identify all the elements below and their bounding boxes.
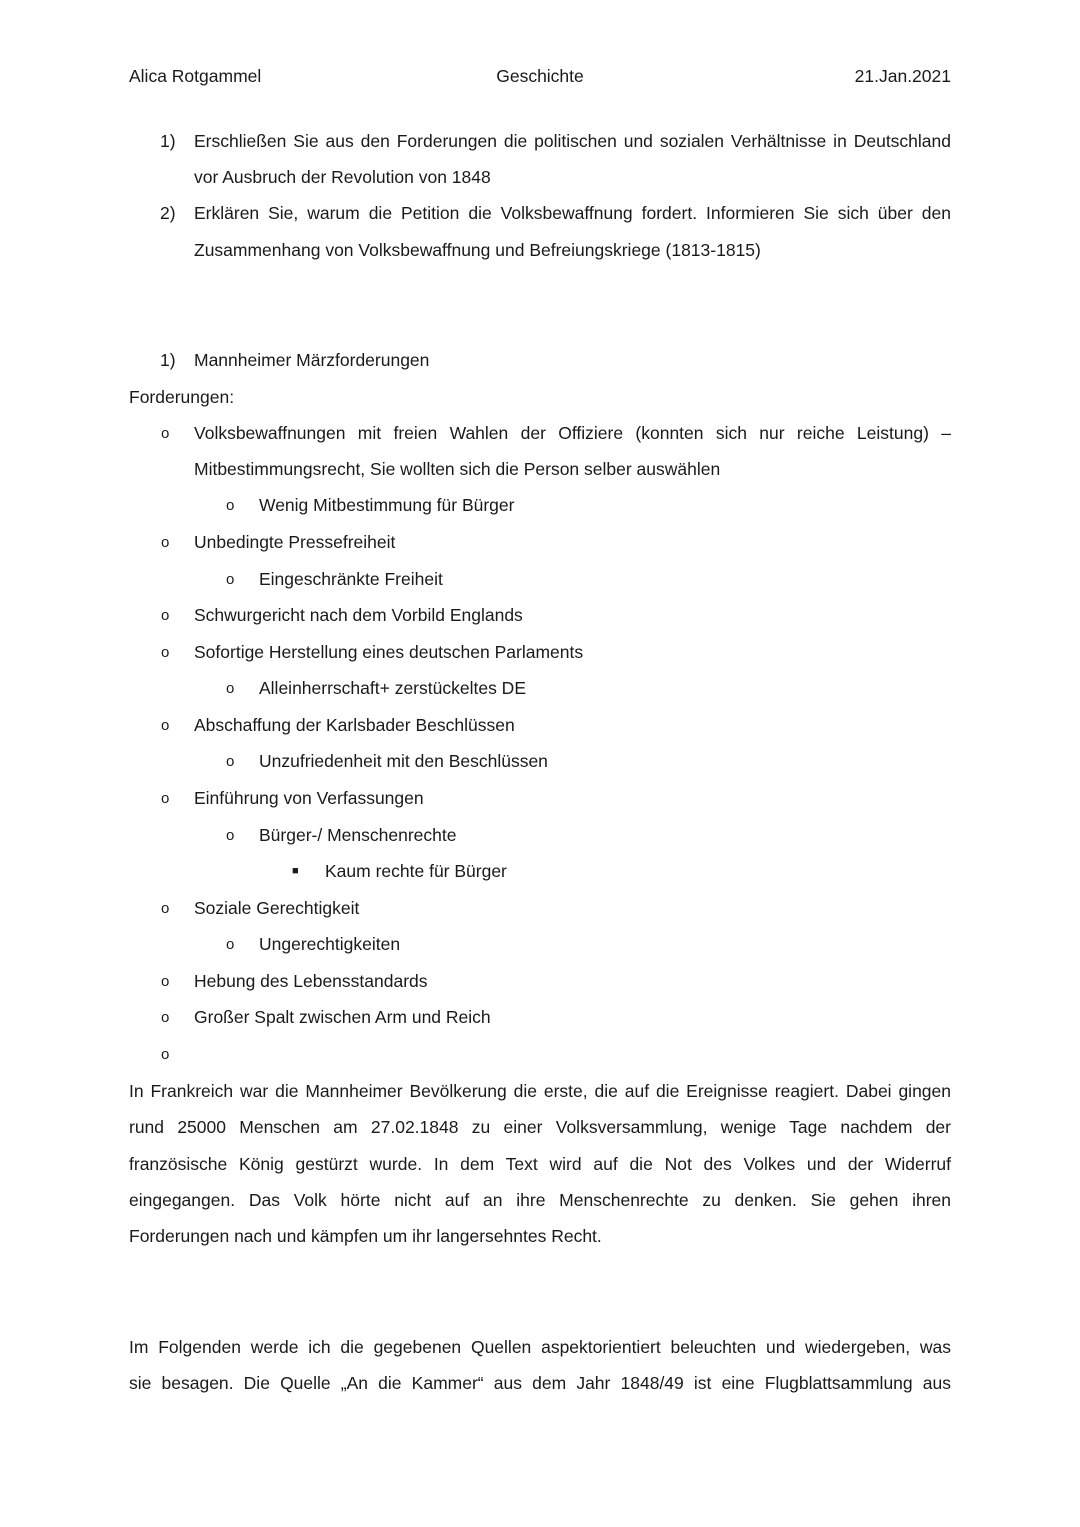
bullet-marker: o: [161, 425, 170, 442]
list-item: Unbedingte Pressefreiheit: [194, 532, 396, 552]
paragraph-line: Im Folgenden werde ich die gegebenen Quellen aspektorientiert beleuchten und wiedergeben, was: [129, 1337, 951, 1357]
task-number: 1): [160, 131, 176, 151]
subject-title: Geschichte: [496, 66, 584, 86]
bullet-marker: o: [161, 900, 170, 917]
list-item: Hebung des Lebensstandards: [194, 971, 428, 991]
section-subtitle: Forderungen:: [129, 387, 235, 407]
list-item: Kaum rechte für Bürger: [325, 861, 507, 881]
bullet-marker: o: [161, 607, 170, 624]
paragraph-line: In Frankreich war die Mannheimer Bevölkerung die erste, die auf die Ereignisse reagiert. Dabei gingen: [129, 1081, 951, 1101]
list-item: Wenig Mitbestimmung für Bürger: [259, 495, 515, 515]
paragraph-line: eingegangen. Das Volk hörte nicht auf an ihre Menschenrechte zu denken. Sie gehen ihren: [129, 1190, 951, 1210]
list-item: Unzufriedenheit mit den Beschlüssen: [259, 751, 548, 771]
bullet-marker: o: [226, 753, 235, 770]
list-item: Soziale Gerechtigkeit: [194, 898, 360, 918]
bullet-marker: o: [226, 497, 235, 514]
list-item: Schwurgericht nach dem Vorbild Englands: [194, 605, 523, 625]
bullet-marker: o: [161, 790, 170, 807]
paragraph-line: sie besagen. Die Quelle „An die Kammer“ aus dem Jahr 1848/49 ist eine Flugblattsammlung aus: [129, 1373, 951, 1393]
bullet-marker: o: [161, 644, 170, 661]
list-item: Einführung von Verfassungen: [194, 788, 424, 808]
bullet-marker: o: [161, 1046, 170, 1063]
task-text: vor Ausbruch der Revolution von 1848: [194, 167, 491, 187]
task-text: Zusammenhang von Volksbewaffnung und Befreiungskriege (1813-1815): [194, 240, 761, 260]
paragraph-line: französische König gestürzt wurde. In dem Text wird auf die Not des Volkes und der Widerruf: [129, 1154, 951, 1174]
paragraph-line: rund 25000 Menschen am 27.02.1848 zu einer Volksversammlung, wenige Tage nachdem der: [129, 1117, 951, 1137]
answer-title: Mannheimer Märzforderungen: [194, 350, 430, 370]
list-item: Bürger-/ Menschenrechte: [259, 825, 457, 845]
bullet-marker: o: [226, 680, 235, 697]
author-name: Alica Rotgammel: [129, 66, 262, 86]
list-item: Mitbestimmungsrecht, Sie wollten sich die Person selber auswählen: [194, 459, 721, 479]
bullet-marker: o: [226, 571, 235, 588]
list-item: Sofortige Herstellung eines deutschen Parlaments: [194, 642, 584, 662]
list-item: Volksbewaffnungen mit freien Wahlen der Offiziere (konnten sich nur reiche Leistung) –: [194, 423, 951, 443]
list-item: Alleinherrschaft+ zerstückeltes DE: [259, 678, 526, 698]
bullet-marker: o: [226, 936, 235, 953]
bullet-marker: o: [226, 827, 235, 844]
answer-number: 1): [160, 350, 176, 370]
bullet-marker: ■: [292, 865, 299, 877]
document-date: 21.Jan.2021: [854, 66, 951, 86]
task-text: Erschließen Sie aus den Forderungen die politischen und sozialen Verhältnisse in Deutschland: [194, 131, 951, 151]
list-item: Ungerechtigkeiten: [259, 934, 401, 954]
bullet-marker: o: [161, 1009, 170, 1026]
bullet-marker: o: [161, 717, 170, 734]
task-text: Erklären Sie, warum die Petition die Volksbewaffnung fordert. Informieren Sie sich über den: [194, 203, 951, 223]
list-item: Abschaffung der Karlsbader Beschlüssen: [194, 715, 515, 735]
bullet-marker: o: [161, 534, 170, 551]
page-header: [129, 63, 951, 89]
list-item: Großer Spalt zwischen Arm und Reich: [194, 1007, 491, 1027]
task-number: 2): [160, 203, 176, 223]
bullet-marker: o: [161, 973, 170, 990]
paragraph-line: Forderungen nach und kämpfen um ihr langersehntes Recht.: [129, 1226, 602, 1246]
list-item: Eingeschränkte Freiheit: [259, 569, 443, 589]
